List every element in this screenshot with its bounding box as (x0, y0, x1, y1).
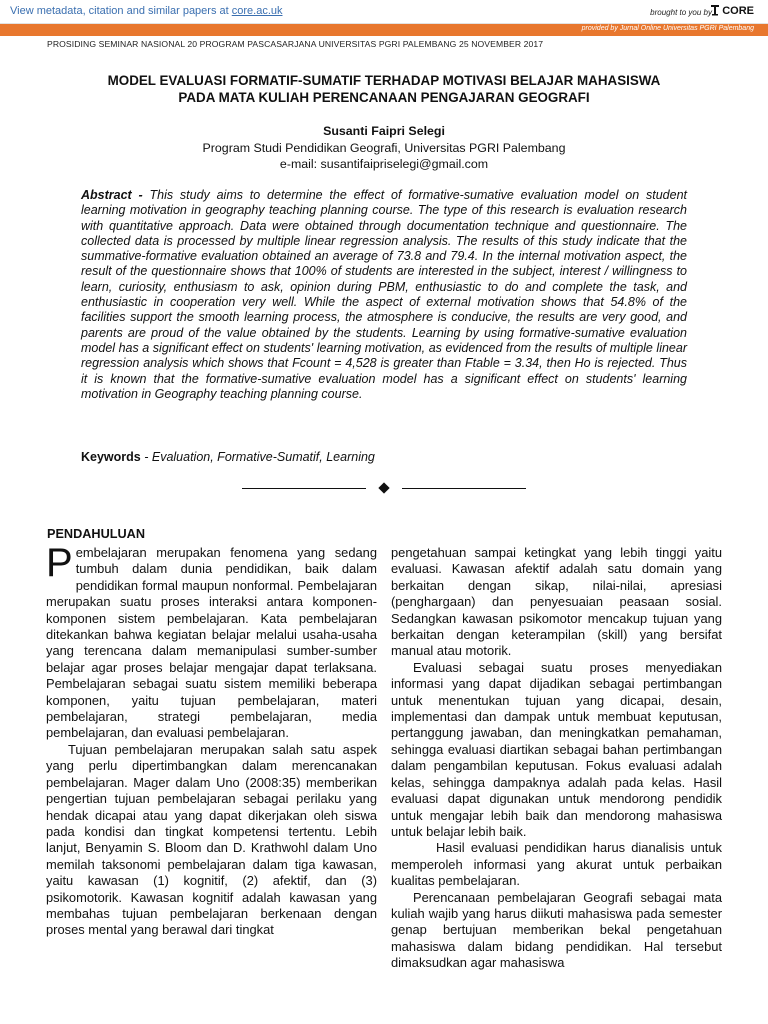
keywords (81, 450, 375, 464)
core-link-prefix: View metadata, citation and similar papers at (10, 5, 232, 17)
core-logo[interactable] (710, 4, 754, 17)
provided-by-text[interactable]: provided by Jurnal Online Universitas PGRI Palembang (581, 25, 754, 32)
provided-by-bar (0, 24, 768, 36)
core-logo-icon (710, 4, 720, 16)
separator-line-left (242, 488, 366, 489)
paragraph (46, 541, 377, 742)
author-name: Susanti Faipri Selegi (323, 124, 445, 138)
keywords-text: - Evaluation, Formative-Sumatif, Learning (140, 450, 375, 464)
section-separator (242, 482, 526, 496)
drop-cap: P (46, 541, 73, 585)
keywords-label: Keywords (81, 450, 141, 464)
paragraph: pengetahuan sampai ketingkat yang lebih tinggi yaitu evaluasi. Kawasan afektif adalah satu domain yang berkaitan dengan sikap, nilai-nilai, apresiasi (penghargaan) dan penyesuaian peasaan sosial. Sedangkan kawasan psikomotor mencakup tujuan yang berkaitan dengan keterampilan (skill) yang bersifat manual atau motorik. (391, 545, 722, 659)
brought-to-you-text: brought to you by (650, 8, 712, 17)
paragraph: Perencanaan pembelajaran Geografi sebagai mata kuliah wajib yang harus diikuti mahasiswa pada semester genap bertujuan memberikan bekal pengetahuan mahasiswa dalam bidang pendidikan. Hal tersebut dimaksudkan agar mahasiswa (391, 889, 722, 971)
core-link[interactable]: core.ac.uk (231, 5, 283, 17)
author-email: e-mail: susantifaipriselegi@gmail.com (279, 157, 489, 171)
paragraph-text: embelajaran merupakan fenomena yang sedang tumbuh dalam dunia pendidikan, baik dalam pendidikan formal maupun nonformal. Pembelajaran merupakan suatu proses interaksi antara komponen-komponen sistem pembelajaran. Kata pembelajaran ditekankan bahwa kegiatan belajar melalui usaha-usaha yang terencana dalam memanipulasi sumber-sumber belajar agar proses belajar mengajar dapat terlaksana. Pembelajaran sebagai suatu sistem memiliki beberapa komponen, yaitu tujuan pembelajaran, materi pembelajaran, strategi pembelajaran, media pembelajaran, dan evaluasi pembelajaran. (46, 545, 377, 741)
paragraph: Tujuan pembelajaran merupakan salah satu aspek yang perlu dipertimbangkan dalam merencanakan pembelajaran. Mager dalam Uno (2008:35) memberikan pengertian tujuan pembelajaran sebagai perilaku yang hendak dicapai atau yang dapat dikerjakan oleh siswa pada kondisi dan tingkat kompetensi tertentu. Lebih lanjut, Benyamin S. Bloom dan D. Krathwohl dalam Uno memilah taksonomi pembelajaran dalam tiga kawasan, yaitu kawasan (1) kognitif, (2) afektif, dan (3) psikomotorik. Kawasan kognitif adalah kawasan yang membahas tujuan pembelajaran berkenaan dengan proses mental yang berawal dari tingkat (46, 741, 377, 938)
body-column-left (46, 541, 377, 939)
separator-diamond-icon (378, 482, 389, 493)
abstract-label: Abstract - (81, 188, 143, 202)
abstract (81, 188, 687, 402)
separator-line-right (402, 488, 526, 489)
author-affiliation: Program Studi Pendidikan Geografi, Universitas PGRI Palembang (202, 141, 566, 155)
abstract-text: This study aims to determine the effect of formative-sumative evaluation model on student learning motivation in geography teaching planning course. The type of this research is evaluation research with quantitative approach. Data were obtained through documentation technique and questionnaire. The collected data is processed by multiple linear regression analysis. The results of this study indicate that the summative-formative evaluation obtained an average of 73.8 and 79.4. In the internal motivation aspect, the result of the questionnaire shows that 100% of students are interested in the subject, interest / willingness to learn, curiosity, enthusiasm to ask, opinion during PBM, enthusiastic to do and complete the task, and enthusiastic in cooperation very well. While the aspect of external motivation shows that 54.8% of the facilities support the smooth learning process, the atmosphere is conducive, the results are very good, and parents are proud of the value obtained by the students. Learning by using formative-sumative evaluation model has a significant effect on students' learning motivation, as evidenced from the results of multiple linear regression analysis which shows that Fcount = 4,528 is greater than Ftable = 3.34, then Ho is rejected. Thus it is known that the formative-sumative evaluation model has a significant effect on students' learning motivation in Geography teaching planning course. (81, 188, 687, 401)
paragraph: Evaluasi sebagai suatu proses menyediakan informasi yang dapat dijadikan sebagai pertimbangan untuk menentukan tujuan yang dicapai, desain, implementasi dan dampak untuk membuat keputusan, pertanggung jawaban, dan meningkatkan pemahaman, sehingga evaluasi diartikan sebagai bahan pertimbangan dalam pengambilan keputusan. Fokus evaluasi adalah kelas, sehingga dampaknya adalah pada kelas. Hasil evaluasi dapat digunakan untuk mendorong pendidik untuk mengajar lebih baik dan mendorong mahasiswa untuk belajar lebih baik. (391, 659, 722, 839)
section-title: PENDAHULUAN (47, 527, 145, 541)
core-banner (0, 0, 768, 24)
body-column-right (391, 545, 722, 972)
proceedings-header: PROSIDING SEMINAR NASIONAL 20 PROGRAM PASCASARJANA UNIVERSITAS PGRI PALEMBANG 25 NOVEMBER 2017 (47, 39, 544, 49)
paragraph: Hasil evaluasi pendidikan harus dianalisis untuk memperoleh informasi yang akurat untuk perbaikan kualitas pembelajaran. (391, 840, 722, 889)
core-logo-text: CORE (722, 5, 754, 17)
paper-title-line-1: MODEL EVALUASI FORMATIF-SUMATIF TERHADAP MOTIVASI BELAJAR MAHASISWA (107, 73, 661, 88)
core-metadata-link-text (10, 5, 283, 17)
paper-title-line-2: PADA MATA KULIAH PERENCANAAN PENGAJARAN GEOGRAFI (178, 90, 590, 105)
